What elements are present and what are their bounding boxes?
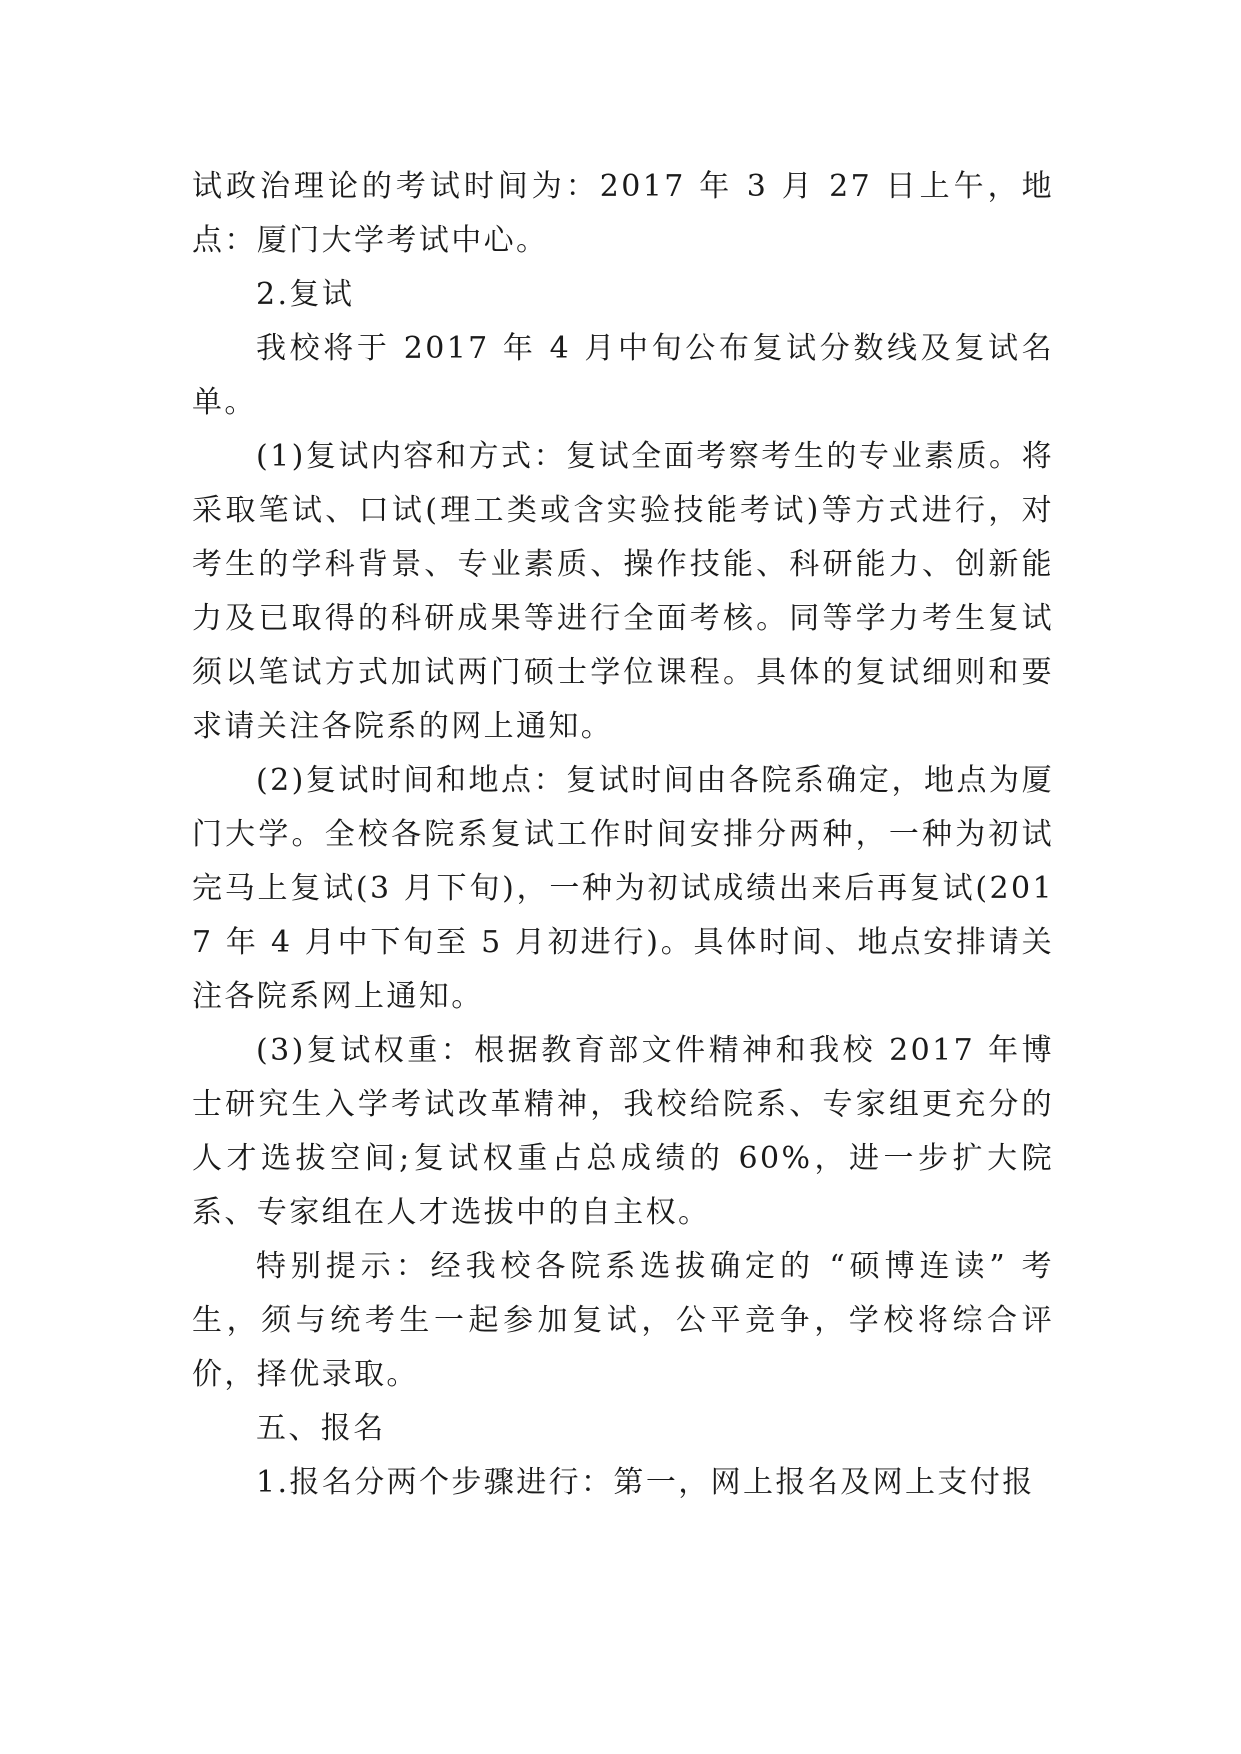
paragraph-reexam-weight: (3)复试权重：根据教育部文件精神和我校 2017 年博士研究生入学考试改革精神，我校给院系、专家组更充分的人才选拔空间;复试权重占总成绩的 60%，进一步扩大院系、专家组在人才选拔中的自主权。 bbox=[192, 1033, 1054, 1230]
paragraph-reexam-announcement: 我校将于 2017 年 4 月中旬公布复试分数线及复试名单。 bbox=[192, 331, 1054, 420]
paragraph-reexam-time-place: (2)复试时间和地点：复试时间由各院系确定，地点为厦门大学。全校各院系复试工作时间安排分两种，一种为初试完马上复试(3 月下旬)，一种为初试成绩出来后再复试(2017 年 4 月中下旬至 5 月初进行)。具体时间、地点安排请关注各院系网上通知。 bbox=[192, 763, 1054, 1014]
paragraph-special-notice: 特别提示：经我校各院系选拔确定的 “硕博连读” 考生，须与统考生一起参加复试，公平竞争，学校将综合评价，择优录取。 bbox=[192, 1249, 1054, 1392]
heading-registration: 五、报名 bbox=[256, 1411, 386, 1446]
paragraph-registration-steps: 1.报名分两个步骤进行：第一，网上报名及网上支付报 bbox=[256, 1465, 1035, 1500]
paragraph-reexam-content: (1)复试内容和方式：复试全面考察考生的专业素质。将采取笔试、口试(理工类或含实验技能考试)等方式进行，对考生的学科背景、专业素质、操作技能、科研能力、创新能力及已取得的科研成果等进行全面考核。同等学力考生复试须以笔试方式加试两门硕士学位课程。具体的复试细则和要求请关注各院系的网上通知。 bbox=[192, 439, 1054, 744]
heading-reexam: 2.复试 bbox=[256, 277, 355, 312]
paragraph-exam-time-location: 试政治理论的考试时间为：2017 年 3 月 27 日上午，地点：厦门大学考试中心。 bbox=[192, 169, 1054, 258]
document-body bbox=[192, 160, 1054, 1510]
